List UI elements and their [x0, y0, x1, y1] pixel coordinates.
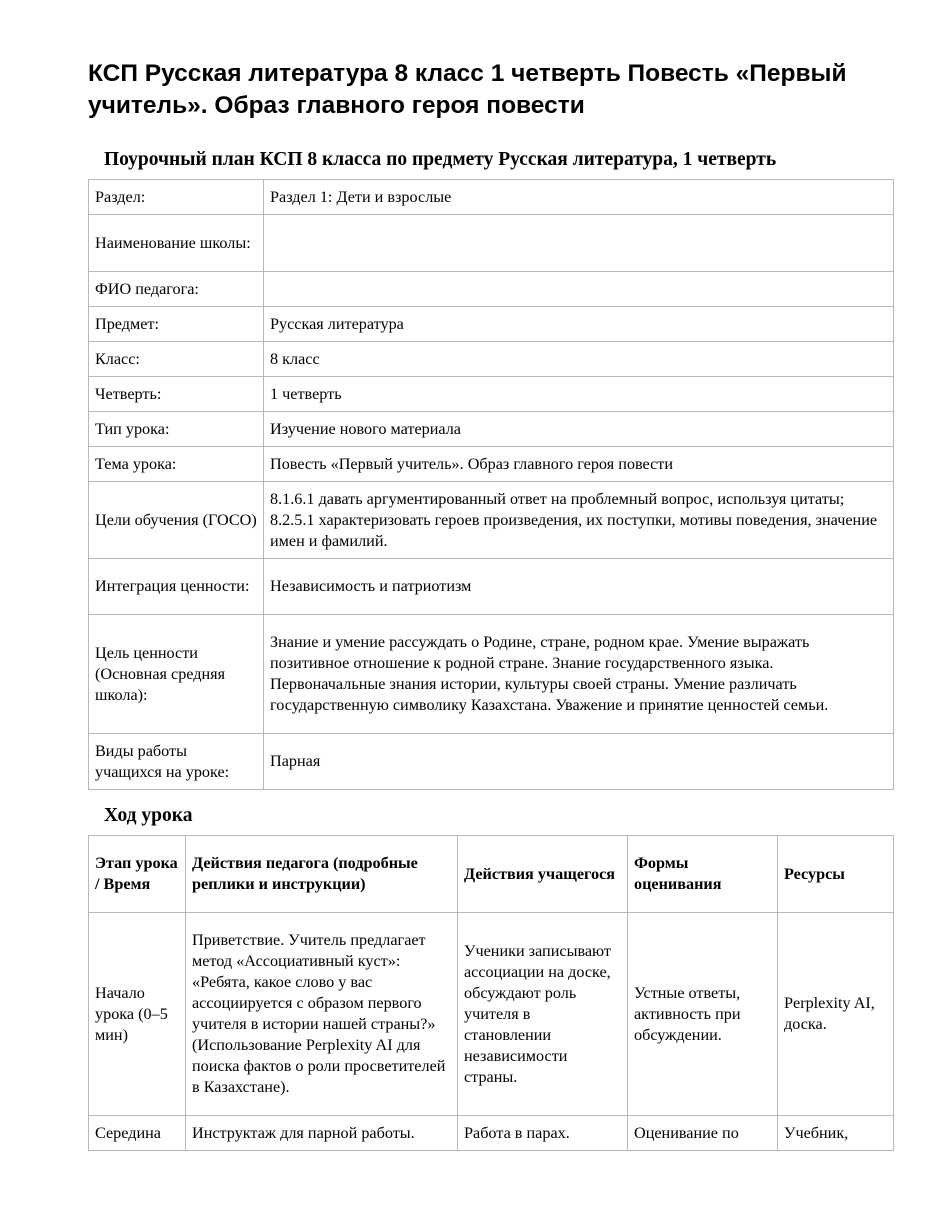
assessment-cell: Устные ответы, активность при обсуждении.	[628, 913, 778, 1116]
info-value: Знание и умение рассуждать о Родине, стране, родном крае. Умение выражать позитивное отношение к родной стране. Знание государственного языка. Первоначальные знания истории, культуры своей страны. Умение различать государственную символику Казахстана. Уважение и принятие ценностей семьи.	[264, 615, 894, 734]
page-title: КСП Русская литература 8 класс 1 четверть Повесть «Первый учитель». Образ главного героя повести	[88, 60, 847, 119]
student-actions-cell: Работа в парах.	[458, 1116, 628, 1151]
info-row-value-integration	[89, 559, 894, 615]
info-label: Предмет:	[89, 307, 264, 342]
info-label: Наименование школы:	[89, 215, 264, 272]
teacher-actions-cell: Приветствие. Учитель предлагает метод «Ассоциативный куст»: «Ребята, какое слово у вас ассоциируется с образом первого учителя в истории нашей страны?» (Использование Perplexity AI для поиска фактов о роли просветителей в Казахстане).	[186, 913, 458, 1116]
resources-cell: Perplexity AI, доска.	[778, 913, 894, 1116]
info-label: Тема урока:	[89, 447, 264, 482]
info-row-value-goal	[89, 615, 894, 734]
column-header-resources: Ресурсы	[778, 836, 894, 913]
info-value: Парная	[264, 734, 894, 790]
student-actions-cell: Ученики записывают ассоциации на доске, обсуждают роль учителя в становлении независимости страны.	[458, 913, 628, 1116]
info-label: Класс:	[89, 342, 264, 377]
lesson-progress-table	[88, 835, 894, 1151]
info-label: Виды работы учащихся на уроке:	[89, 734, 264, 790]
info-row-subject	[89, 307, 894, 342]
info-row-learning-goals	[89, 482, 894, 559]
info-label: Цель ценности (Основная средняя школа):	[89, 615, 264, 734]
info-row-work-types	[89, 734, 894, 790]
progress-heading: Ход урока	[104, 805, 193, 826]
stage-cell: Начало урока (0–5 мин)	[89, 913, 186, 1116]
info-row-grade	[89, 342, 894, 377]
info-row-topic	[89, 447, 894, 482]
info-value: 8.1.6.1 давать аргументированный ответ на проблемный вопрос, используя цитаты; 8.2.5.1 характеризовать героев произведения, их поступки, мотивы поведения, значение имен и фамилий.	[264, 482, 894, 559]
info-label: Интеграция ценности:	[89, 559, 264, 615]
column-header-student-actions: Действия учащегося	[458, 836, 628, 913]
info-value	[264, 272, 894, 307]
info-label: Цели обучения (ГОСО)	[89, 482, 264, 559]
info-row-quarter	[89, 377, 894, 412]
table-row	[89, 1116, 894, 1151]
info-value: 8 класс	[264, 342, 894, 377]
info-value: Изучение нового материала	[264, 412, 894, 447]
column-header-stage: Этап урока / Время	[89, 836, 186, 913]
column-header-teacher-actions: Действия педагога (подробные реплики и инструкции)	[186, 836, 458, 913]
info-label: Раздел:	[89, 180, 264, 215]
table-row	[89, 913, 894, 1116]
info-label: ФИО педагога:	[89, 272, 264, 307]
info-value	[264, 215, 894, 272]
info-row-section	[89, 180, 894, 215]
lesson-info-table	[88, 179, 894, 790]
info-row-teacher	[89, 272, 894, 307]
info-value: Раздел 1: Дети и взрослые	[264, 180, 894, 215]
info-value: Русская литература	[264, 307, 894, 342]
column-header-assessment: Формы оценивания	[628, 836, 778, 913]
info-row-school	[89, 215, 894, 272]
info-value: 1 четверть	[264, 377, 894, 412]
info-row-lesson-type	[89, 412, 894, 447]
info-label: Тип урока:	[89, 412, 264, 447]
teacher-actions-cell: Инструктаж для парной работы.	[186, 1116, 458, 1151]
stage-cell: Середина	[89, 1116, 186, 1151]
assessment-cell: Оценивание по	[628, 1116, 778, 1151]
info-value: Независимость и патриотизм	[264, 559, 894, 615]
plan-heading: Поурочный план КСП 8 класса по предмету Русская литература, 1 четверть	[104, 149, 777, 170]
table-header-row	[89, 836, 894, 913]
resources-cell: Учебник,	[778, 1116, 894, 1151]
info-value: Повесть «Первый учитель». Образ главного героя повести	[264, 447, 894, 482]
info-label: Четверть:	[89, 377, 264, 412]
